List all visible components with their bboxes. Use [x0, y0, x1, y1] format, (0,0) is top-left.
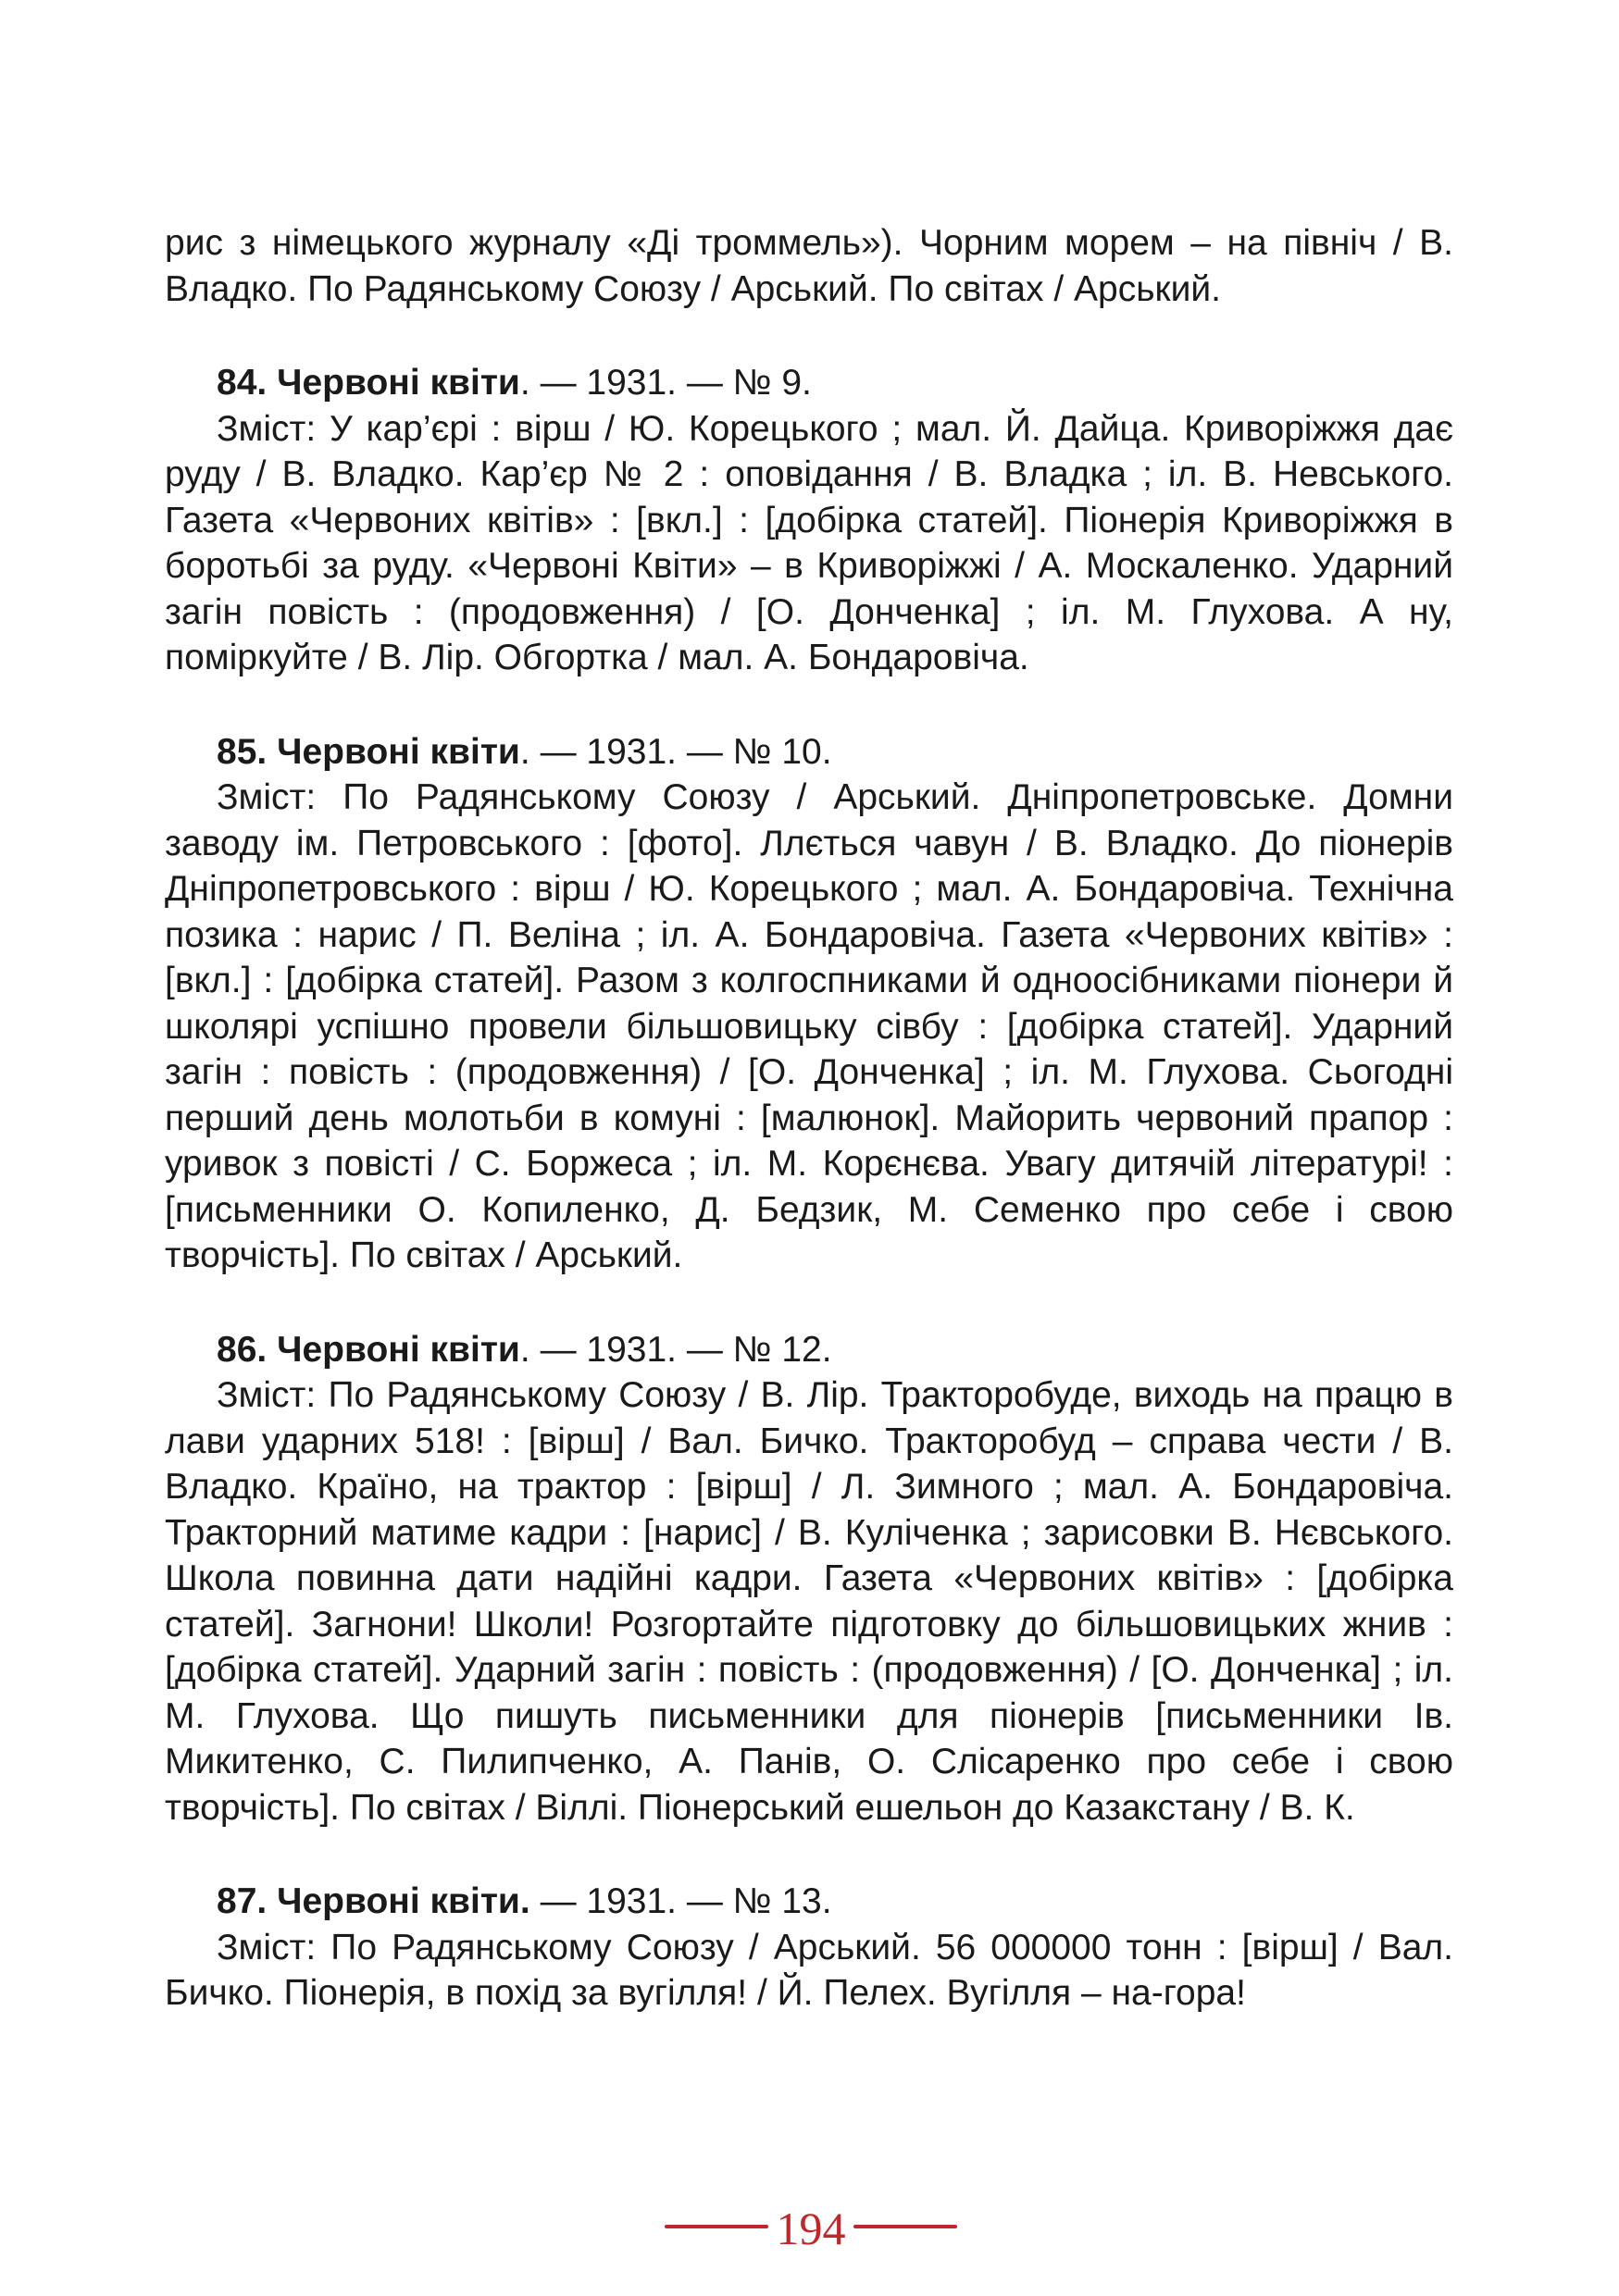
entry-meta: . — 1931. — № 10.	[519, 731, 832, 772]
entry-meta: . — 1931. — № 9.	[519, 363, 812, 403]
entry-heading	[165, 1879, 1453, 1925]
entry-number: 84.	[217, 363, 268, 403]
entry-meta: . — 1931. — № 12.	[519, 1329, 832, 1370]
entry-title: Червоні квіти.	[277, 1881, 530, 1921]
bibliography-entry	[165, 729, 1453, 1279]
entry-contents: Зміст: По Радянському Союзу / Арський. 56 000000 тонн : [вірш] / Вал. Бичко. Піонерія, в похід за вугілля! / Й. Пелех. Вугілля – на-гора!	[165, 1927, 1453, 2013]
footer-rule-right	[853, 2225, 957, 2228]
entry-contents: Зміст: По Радянському Союзу / В. Лір. Тракторобуде, виходь на працю в лави ударних 518! : [вірш] / Вал. Бичко. Тракторобуд – справа чести / В. Владко. Країно, на трактор : [вірш] / Л. Зимного ; мал. А. Бондаровіча. Тракторний матиме кадри : [нарис] / В. Куліченка ; зарисовки В. Нєвського. Школа повинна дати надійні кадри. Газета «Червоних квітів» : [добірка статей]. Загнони! Школи! Розгортайте підготовку до більшовицьких жнив : [добірка статей]. Ударний загін : повість : (продовження) / [О. Донченка] ; іл. М. Глухова. Що пишуть письменники для піонерів [письменники Ів. Микитенко, С. Пилипченко, А. Панів, О. Слісаренко про себе і свою творчість]. По світах / Віллі. Піонерський ешельон до Казакстану / В. К.	[165, 1375, 1453, 1828]
entry-heading	[165, 729, 1453, 776]
page-number: 194	[776, 2203, 846, 2254]
footer-rule-left	[665, 2225, 768, 2228]
continuation-paragraph: рис з німецького журналу «Ді троммель»). Чорним морем – на північ / В. Владко. По Радянському Союзу / Арський. По світах / Арський.	[165, 223, 1453, 309]
entry-number: 86.	[217, 1329, 268, 1370]
bibliography-entry	[165, 360, 1453, 681]
entry-heading	[165, 1327, 1453, 1373]
entry-number: 87.	[217, 1881, 268, 1921]
entry-title: Червоні квіти	[277, 731, 520, 772]
entry-meta: — 1931. — № 13.	[529, 1881, 832, 1921]
entry-contents: Зміст: По Радянському Союзу / Арський. Дніпропетровське. Домни заводу ім. Петровського : [фото]. Ллється чавун / В. Владко. До піонерів Дніпропетровського : вірш / Ю. Корецького ; мал. А. Бондаровіча. Технічна позика : нарис / П. Веліна ; іл. А. Бондаровіча. Газета «Червоних квітів» : [вкл.] : [добірка статей]. Разом з колгоспниками й одноосібниками піонери й школярі успішно провели більшовицьку сівбу : [добірка статей]. Ударний загін : повість : (продовження) / [О. Донченка] ; іл. М. Глухова. Сьогодні перший день молотьби в комуні : [малюнок]. Майорить червоний прапор : уривок з повісті / С. Боржеса ; іл. М. Корєнєва. Увагу дитячій літературі! : [письменники О. Копиленко, Д. Бедзик, М. Семенко про себе і свою творчість]. По світах / Арський.	[165, 777, 1453, 1275]
entry-title: Червоні квіти	[277, 1329, 520, 1370]
entry-heading	[165, 360, 1453, 406]
entry-title: Червоні квіти	[277, 363, 520, 403]
bibliography-entry	[165, 1879, 1453, 2017]
entry-contents: Зміст: У кар’єрі : вірш / Ю. Корецького ; мал. Й. Дайца. Криворіжжя дає руду / В. Владко. Кар’єр № 2 : оповідання / В. Владка ; іл. В. Невського. Газета «Червоних квітів» : [вкл.] : [добірка статей]. Піонерія Криворіжжя в боротьбі за руду. «Червоні Квіти» – в Криворіжжі / А. Москаленко. Ударний загін повість : (продовження) / [О. Донченка] ; іл. М. Глухова. А ну, поміркуйте / В. Лір. Обгортка / мал. А. Бондаровіча.	[165, 408, 1453, 677]
entry-number: 85.	[217, 731, 268, 772]
bibliography-entry	[165, 1327, 1453, 1831]
page-footer	[0, 2203, 1619, 2258]
page-content	[165, 220, 1453, 2017]
